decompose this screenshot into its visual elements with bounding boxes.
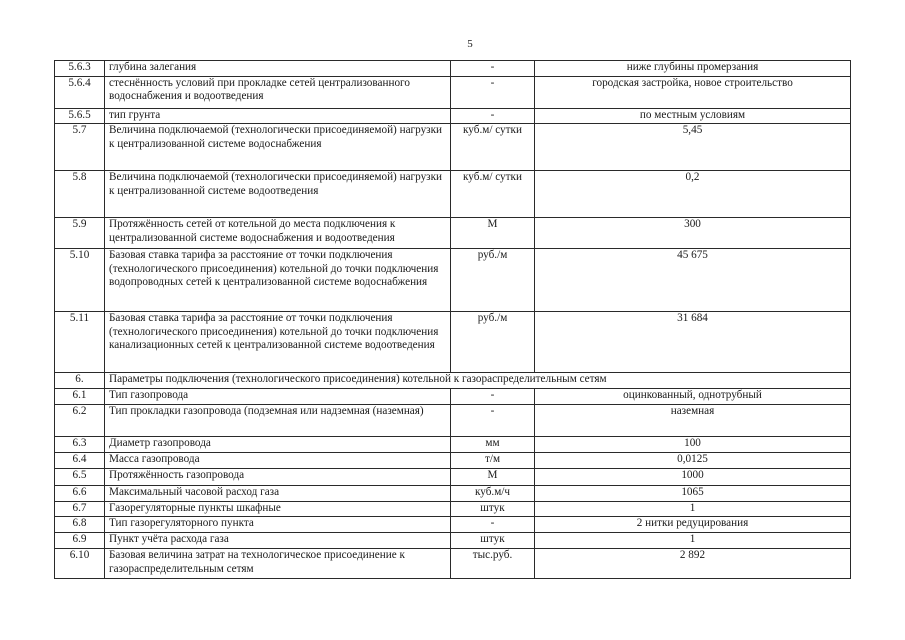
value-cell: ниже глубины промерзания	[535, 61, 851, 77]
row-number: 6.7	[55, 501, 105, 517]
parameter-description: Тип газопровода	[105, 389, 451, 405]
row-number: 5.6.4	[55, 76, 105, 108]
parameter-description: Базовая величина затрат на технологическое присоединение к газораспределительным сетям	[105, 548, 451, 578]
row-number: 5.8	[55, 171, 105, 218]
unit-cell: М	[451, 218, 535, 249]
table-row	[55, 532, 851, 548]
table-row	[55, 249, 851, 312]
row-number: 5.11	[55, 312, 105, 373]
table-row	[55, 171, 851, 218]
row-number: 6.9	[55, 532, 105, 548]
unit-cell: -	[451, 108, 535, 124]
value-cell: наземная	[535, 404, 851, 436]
value-cell: 1065	[535, 485, 851, 501]
parameter-description: Максимальный часовой расход газа	[105, 485, 451, 501]
table-row	[55, 517, 851, 533]
value-cell: городская застройка, новое строительство	[535, 76, 851, 108]
table-row	[55, 389, 851, 405]
table-row	[55, 452, 851, 468]
unit-cell: М	[451, 468, 535, 485]
row-number: 6.5	[55, 468, 105, 485]
table-row	[55, 108, 851, 124]
unit-cell: руб./м	[451, 249, 535, 312]
value-cell: 1	[535, 501, 851, 517]
table-row	[55, 124, 851, 171]
page-number: 5	[467, 38, 473, 50]
row-number: 5.10	[55, 249, 105, 312]
table-row	[55, 312, 851, 373]
unit-cell: -	[451, 76, 535, 108]
parameter-description: Пункт учёта расхода газа	[105, 532, 451, 548]
parameter-description: Масса газопровода	[105, 452, 451, 468]
row-number: 6.4	[55, 452, 105, 468]
row-number: 6.8	[55, 517, 105, 533]
table-row	[55, 485, 851, 501]
parameter-description: тип грунта	[105, 108, 451, 124]
unit-cell: т/м	[451, 452, 535, 468]
value-cell: по местным условиям	[535, 108, 851, 124]
parameter-description: Протяжённость сетей от котельной до места подключения к централизованной системе водоснабжения и водоотведения	[105, 218, 451, 249]
value-cell: 300	[535, 218, 851, 249]
table-row	[55, 436, 851, 452]
parameter-description: Газорегуляторные пункты шкафные	[105, 501, 451, 517]
unit-cell: мм	[451, 436, 535, 452]
table-row	[55, 468, 851, 485]
value-cell: 0,2	[535, 171, 851, 218]
unit-cell: куб.м/ сутки	[451, 171, 535, 218]
parameter-description: Величина подключаемой (технологически присоединяемой) нагрузки к централизованной системе водоотведения	[105, 171, 451, 218]
value-cell: 5,45	[535, 124, 851, 171]
table-row	[55, 501, 851, 517]
row-number: 5.7	[55, 124, 105, 171]
table-row	[55, 404, 851, 436]
parameter-description: Величина подключаемой (технологически присоединяемой) нагрузки к централизованной системе водоснабжения	[105, 124, 451, 171]
unit-cell: -	[451, 389, 535, 405]
value-cell: 2 892	[535, 548, 851, 578]
table-row	[55, 76, 851, 108]
row-number: 6.1	[55, 389, 105, 405]
unit-cell: -	[451, 404, 535, 436]
unit-cell: -	[451, 517, 535, 533]
table-row	[55, 548, 851, 578]
parameter-description: Базовая ставка тарифа за расстояние от точки подключения (технологического присоединения) котельной до точки подключения канализационных сетей к централизованной системе водоотведения	[105, 312, 451, 373]
parameter-description: Тип прокладки газопровода (подземная или надземная (наземная)	[105, 404, 451, 436]
row-number: 6.10	[55, 548, 105, 578]
parameter-description: Базовая ставка тарифа за расстояние от точки подключения (технологического присоединения) котельной до точки подключения водопроводных сетей к централизованной системе водоснабжения	[105, 249, 451, 312]
value-cell: 1	[535, 532, 851, 548]
table-row	[55, 218, 851, 249]
row-number: 6.	[55, 373, 105, 389]
row-number: 6.3	[55, 436, 105, 452]
unit-cell: куб.м/ч	[451, 485, 535, 501]
row-number: 5.6.5	[55, 108, 105, 124]
value-cell: 0,0125	[535, 452, 851, 468]
table-row	[55, 373, 851, 389]
parameter-description: Протяжённость газопровода	[105, 468, 451, 485]
parameter-description: Диаметр газопровода	[105, 436, 451, 452]
table-row	[55, 61, 851, 77]
value-cell: 2 нитки редуцирования	[535, 517, 851, 533]
unit-cell: штук	[451, 501, 535, 517]
parameter-description: Тип газорегуляторного пункта	[105, 517, 451, 533]
row-number: 6.2	[55, 404, 105, 436]
row-number: 5.6.3	[55, 61, 105, 77]
parameter-description: стеснённость условий при прокладке сетей централизованного водоснабжения и водоотведения	[105, 76, 451, 108]
unit-cell: тыс.руб.	[451, 548, 535, 578]
value-cell: 1000	[535, 468, 851, 485]
value-cell: 45 675	[535, 249, 851, 312]
unit-cell: руб./м	[451, 312, 535, 373]
parameter-description: глубина залегания	[105, 61, 451, 77]
row-number: 5.9	[55, 218, 105, 249]
unit-cell: куб.м/ сутки	[451, 124, 535, 171]
row-number: 6.6	[55, 485, 105, 501]
value-cell: оцинкованный, однотрубный	[535, 389, 851, 405]
unit-cell: -	[451, 61, 535, 77]
unit-cell: штук	[451, 532, 535, 548]
section-title: Параметры подключения (технологического присоединения) котельной к газораспределительным сетям	[105, 373, 851, 389]
parameters-table	[54, 60, 851, 579]
value-cell: 100	[535, 436, 851, 452]
value-cell: 31 684	[535, 312, 851, 373]
